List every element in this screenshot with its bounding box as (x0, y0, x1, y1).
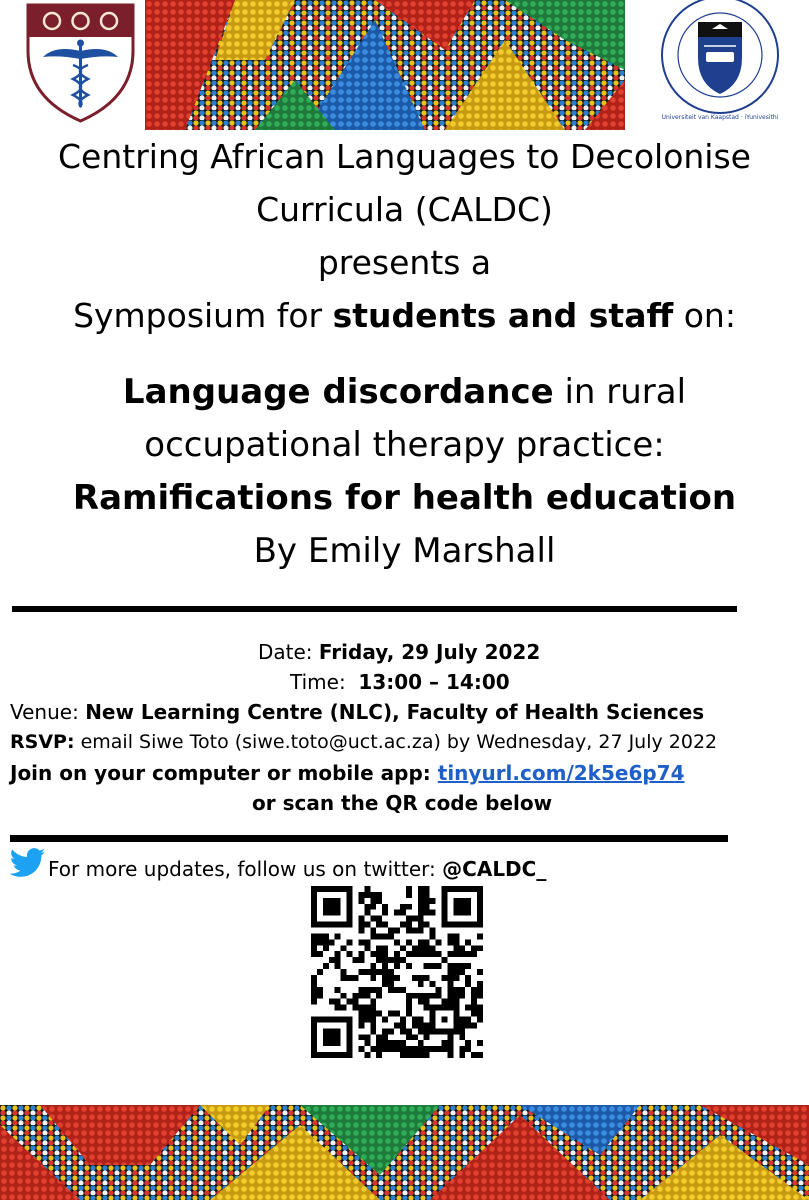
talk-title-line-2: occupational therapy practice: (144, 425, 665, 465)
venue-value: New Learning Centre (NLC), Faculty of Health Sciences (85, 700, 705, 724)
divider-bottom (10, 835, 728, 842)
title-line-4-pre: Symposium for (73, 296, 333, 335)
title-line-4 (0, 296, 809, 335)
rsvp-label: RSVP: (10, 731, 75, 753)
time-label: Time: (290, 670, 359, 694)
join-link[interactable]: tinyurl.com/2k5e6p74 (437, 761, 685, 785)
divider-top (12, 606, 737, 612)
venue-label: Venue: (10, 700, 86, 724)
talk-title-bold: Language discordance (122, 372, 554, 412)
rsvp-value: email Siwe Toto (siwe.toto@uct.ac.za) by Wednesday, 27 July 2022 (74, 731, 718, 753)
event-date (258, 640, 540, 664)
title-line-4-post: on: (673, 296, 736, 335)
event-rsvp (10, 731, 717, 753)
beadwork-banner-bottom (0, 1105, 809, 1200)
title-line-2: Curricula (CALDC) (256, 190, 553, 229)
time-value: 13:00 – 14:00 (358, 670, 510, 694)
twitter-handle[interactable]: @CALDC_ (442, 857, 547, 881)
join-label: Join on your computer or mobile app: (10, 761, 438, 785)
faculty-crest-logo (25, 3, 136, 123)
qr-code[interactable] (311, 886, 483, 1058)
event-time (290, 670, 510, 694)
talk-title-line-1 (0, 372, 809, 412)
audience-text: students and staff (332, 296, 674, 335)
uct-seal-logo (636, 0, 804, 130)
beadwork-banner-top (145, 0, 625, 130)
twitter-bird-icon (10, 848, 46, 878)
talk-subtitle: Ramifications for health education (72, 478, 737, 518)
twitter-follow-line (48, 857, 546, 881)
talk-title-rest: in rural (553, 372, 687, 412)
date-value: Friday, 29 July 2022 (318, 640, 541, 664)
date-label: Date: (258, 640, 319, 664)
title-line-3: presents a (317, 243, 492, 282)
uct-seal-lettering: Universiteit van Kaapstad · iYunivesithi (661, 114, 779, 121)
event-join (10, 761, 685, 785)
scan-instruction: or scan the QR code below (252, 791, 553, 815)
speaker-name: By Emily Marshall (253, 531, 556, 571)
title-line-1: Centring African Languages to Decolonise (58, 137, 751, 176)
event-venue (10, 700, 704, 724)
twitter-follow-text: For more updates, follow us on twitter: (48, 857, 443, 881)
